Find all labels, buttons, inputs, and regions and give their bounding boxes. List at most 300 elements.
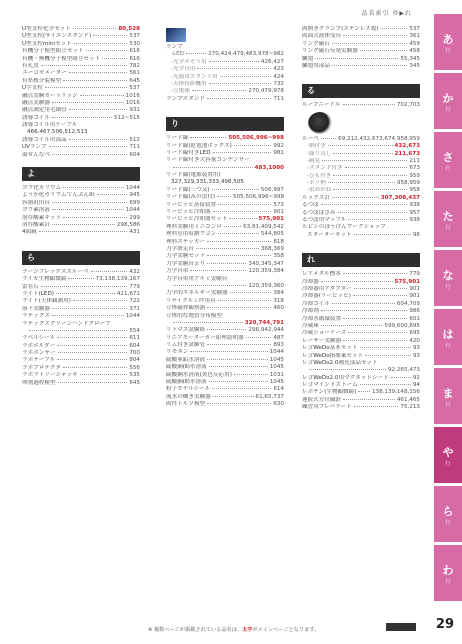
index-entry: [22, 144, 140, 151]
leader-dots: [353, 295, 407, 296]
entry-name: ルーペ: [302, 135, 319, 142]
entry-page: 1045: [269, 379, 284, 386]
entry-page: 804: [129, 357, 140, 364]
leader-dots: [29, 330, 127, 331]
entry-page: 575,901: [258, 216, 284, 223]
entry-page: 75,213: [400, 404, 420, 411]
index-entry: [302, 279, 420, 286]
entry-name: 有機・無機分子模型組立セット: [22, 55, 101, 62]
section-heading: れ: [302, 253, 420, 267]
entry-name: ランプ: [166, 44, 183, 50]
leader-dots: [343, 399, 395, 400]
leader-dots: [230, 292, 272, 293]
entry-name: 有糸核分裂模型: [22, 77, 62, 84]
index-entry: [302, 404, 420, 411]
entry-name: 融点測定用毛細管: [22, 107, 67, 114]
leader-dots: [52, 117, 112, 118]
entry-name: リード線(みの虫付): [166, 194, 216, 201]
index-entry: [22, 321, 140, 328]
entry-name: 立体磁界観察器: [166, 305, 206, 312]
entry-page: 711: [129, 144, 140, 151]
index-entry: [166, 202, 284, 209]
entry-page: 92,265,473: [387, 367, 420, 374]
entry-name: U型支柱(サイエンスタンド): [22, 33, 92, 40]
entry-page: 361: [409, 33, 420, 40]
entry-name: リモネン: [166, 349, 189, 356]
entry-page: 818: [273, 238, 284, 245]
leader-dots: [321, 325, 383, 326]
entry-page: 1044: [269, 349, 284, 356]
entry-name: -天体投影機用: [171, 80, 207, 87]
leader-dots: [358, 391, 370, 392]
entry-name: 466,467,506,512,513: [27, 129, 88, 136]
entry-name: 連続式方位磁針: [302, 396, 342, 403]
leader-dots: [321, 281, 393, 282]
entry-name: リービッヒ冷却器: [166, 209, 211, 216]
entry-page: 426,427: [260, 58, 284, 65]
entry-page: 779: [409, 271, 420, 278]
entry-name: 冷却水循環装置: [302, 315, 342, 322]
entry-name: -虫めがね: [307, 187, 332, 194]
leader-dots: [97, 194, 128, 195]
entry-page: 645: [129, 77, 140, 84]
entry-page: 120,359,360: [248, 282, 284, 289]
leader-dots: [207, 344, 271, 345]
leader-dots: [192, 90, 247, 91]
index-entry: [22, 207, 140, 214]
index-entry: [166, 135, 284, 142]
kana-tab-7[interactable]: [434, 368, 462, 424]
index-entry: [302, 338, 420, 345]
entry-page: 695: [409, 330, 420, 337]
section-heading: よ: [22, 167, 140, 181]
entry-page: 318: [273, 297, 284, 304]
entry-page: 992: [273, 142, 284, 149]
entry-name: レゴWeDo基本セット: [302, 345, 358, 352]
index-entry: [22, 222, 140, 229]
kana-tab-label: 行: [445, 224, 451, 231]
leader-dots: [333, 175, 407, 176]
kana-tab-char: ま: [442, 386, 454, 400]
entry-name: 冷却器用アダプター: [302, 285, 352, 292]
index-entry: [22, 100, 140, 107]
entry-page: 211,673: [394, 150, 420, 157]
index-entry: [302, 217, 420, 224]
index-entry: [22, 343, 140, 350]
index-entry: [22, 93, 140, 100]
index-entry: [22, 137, 140, 144]
kana-tab-char: や: [442, 445, 454, 459]
leader-dots: [321, 204, 408, 205]
entry-page: 73,138,139,167: [95, 276, 140, 283]
entry-name: U型支柱化学セット: [22, 26, 71, 32]
index-entry: [302, 360, 420, 367]
entry-page: 722: [129, 298, 140, 305]
leader-dots: [209, 366, 268, 367]
entry-page: 92: [412, 374, 420, 381]
entry-name: 硫酸亜鉛水溶液: [166, 356, 206, 363]
kana-tab-label: 行: [445, 460, 451, 467]
leader-dots: [39, 231, 128, 232]
index-entry: [302, 286, 420, 293]
entry-name: ラージフレックススルーペ: [22, 268, 89, 275]
entry-name: リサイクル工作用具: [166, 297, 216, 304]
entry-page: 421,671: [116, 290, 140, 297]
entry-name: ランプスタンド: [166, 95, 205, 102]
entry-name: U型支柱miniセット: [22, 40, 72, 47]
entry-name: 落下実験器: [22, 305, 50, 312]
leader-dots: [207, 403, 271, 404]
entry-name: 卵割過程模型: [22, 379, 56, 386]
index-entry: [166, 394, 284, 401]
entry-page: 1016: [125, 99, 140, 106]
leader-dots: [234, 374, 268, 375]
section-heading: り: [166, 117, 284, 131]
entry-page: 616: [129, 48, 140, 55]
index-entry: [22, 284, 140, 291]
leader-dots: [63, 80, 127, 81]
entry-name: UVランプ: [22, 144, 47, 151]
index-entry: [166, 88, 284, 95]
leader-dots: [365, 355, 411, 356]
kana-tab-char: か: [442, 91, 454, 105]
entry-name: 誘導コイル: [22, 114, 50, 121]
entry-page: 505,506,996~998: [233, 194, 284, 201]
index-entry: [166, 349, 284, 356]
entry-name: 力学滑走台: [166, 245, 194, 252]
index-entry: [302, 293, 420, 300]
index-entry: [166, 276, 284, 283]
entry-page: 432,673: [394, 143, 420, 150]
index-entry: [22, 70, 140, 77]
entry-page: 458: [409, 48, 420, 55]
kana-tab-6[interactable]: [434, 309, 462, 365]
entry-name: 硫酸銅(Ⅱ)水溶液: [166, 379, 207, 386]
section-heading: ら: [22, 251, 140, 265]
entry-name: 冷蔵ショーケース: [302, 330, 347, 337]
index-entry: [22, 229, 140, 236]
footer-note-text: ※ 複数ページが掲載されている品名は、: [148, 627, 243, 633]
entry-page: 537: [129, 33, 140, 40]
entry-name: 力学実験セット: [166, 253, 206, 260]
leader-dots: [173, 322, 243, 323]
index-entry: [166, 165, 284, 172]
leader-dots: [333, 189, 407, 190]
leader-dots: [91, 271, 128, 272]
page-number: 29: [435, 617, 454, 632]
leader-dots: [102, 58, 127, 59]
entry-page: 1044: [125, 313, 140, 320]
entry-name: 鱗翅: [302, 55, 314, 62]
leader-dots: [220, 76, 272, 77]
leader-dots: [52, 209, 124, 210]
index-entry: [166, 194, 284, 201]
leader-dots: [68, 278, 93, 279]
entry-page: 296,942,944: [248, 327, 284, 334]
entry-name: るつぼ用マッフル: [302, 217, 347, 224]
index-entry: [22, 306, 140, 313]
index-entry: [22, 48, 140, 55]
leader-dots: [229, 218, 256, 219]
entry-name: ライト(LED): [22, 290, 54, 297]
entry-page: 702,703: [396, 102, 420, 109]
entry-name: レゴWeDo2.0用マグネットシート: [302, 374, 389, 381]
kana-tab-label: 行: [445, 342, 451, 349]
index-entry: [166, 283, 284, 290]
leader-dots: [343, 340, 407, 341]
leader-dots: [63, 367, 127, 368]
index-entry: [302, 56, 420, 63]
index-entry: [166, 231, 284, 238]
index-entry: [302, 397, 420, 404]
leader-dots: [63, 217, 127, 218]
kana-tab-char: た: [442, 209, 454, 223]
leader-dots: [213, 396, 254, 397]
entry-page: 556: [129, 364, 140, 371]
entry-page: 530: [129, 40, 140, 47]
entry-page: 80,528: [118, 26, 140, 32]
entry-page: 1031: [269, 371, 284, 378]
kana-tab-4[interactable]: [434, 191, 462, 247]
leader-dots: [209, 83, 272, 84]
entry-page: 96: [412, 231, 420, 238]
entry-name: ラテックスグリーンハンドグローブ: [22, 320, 111, 327]
leader-dots: [52, 102, 124, 103]
index-entry: [22, 276, 140, 283]
spacer: [166, 103, 284, 109]
entry-page: 938: [409, 217, 420, 224]
entry-name: -ひも付き: [307, 172, 332, 179]
entry-page: 368,369: [260, 245, 284, 252]
entry-name: レゴWeDo2.0補充部品セット: [302, 359, 378, 366]
entry-page: 1045: [269, 364, 284, 371]
entry-page: 616: [129, 55, 140, 62]
index-entry: [302, 382, 420, 389]
index-entry: [302, 41, 420, 48]
leader-dots: [234, 145, 271, 146]
entry-name: ラボラトリージャッキ: [22, 372, 78, 379]
kana-tab-char: ら: [442, 504, 454, 518]
entry-name: 理科室用収納ワゴン: [166, 231, 217, 238]
index-entry: [302, 308, 420, 315]
entry-name: 4面鏡: [22, 229, 37, 236]
entry-page: 986: [409, 308, 420, 315]
leader-dots: [328, 145, 393, 146]
entry-name: ヨウ化カリウム: [22, 185, 62, 192]
kana-tab-1[interactable]: [434, 14, 462, 70]
entry-page: 938: [409, 202, 420, 209]
index-entry: [302, 271, 420, 278]
entry-page: 307,308,437: [380, 194, 420, 201]
leader-dots: [332, 197, 379, 198]
entry-name: 硫酸銅(Ⅱ)水溶液: [166, 364, 207, 371]
kana-index-tabs: [432, 0, 462, 608]
index-entry: [166, 357, 284, 364]
entry-page: 340,345,347: [248, 260, 284, 267]
index-entry: [166, 253, 284, 260]
entry-name: リービッヒ蒸留装置: [166, 201, 217, 208]
entry-name: リニアモーターカー原理説明器: [166, 334, 244, 341]
entry-page: 700: [129, 350, 140, 357]
index-entry: [302, 151, 420, 158]
entry-name: レーザー実験器: [302, 337, 342, 344]
entry-page: 358: [273, 253, 284, 260]
entry-name: 鱗翅用部品: [302, 62, 330, 69]
entry-page: 320,744,791: [244, 319, 284, 326]
leader-dots: [348, 332, 407, 333]
index-entry: [166, 313, 284, 320]
entry-page: 487: [273, 334, 284, 341]
entry-name: -光学台用: [171, 66, 196, 73]
lamp-title: [166, 44, 284, 51]
entry-name: レボチン(生物顕微鏡): [302, 389, 357, 396]
index-entry: [302, 63, 420, 70]
kana-tab-label: 行: [445, 283, 451, 290]
entry-name: 湯せんなべ: [22, 151, 50, 158]
leader-dots: [321, 310, 408, 311]
spacer: [302, 239, 420, 245]
index-entry: [302, 210, 420, 217]
entry-page: 958,959: [396, 180, 420, 187]
leader-dots: [58, 382, 128, 383]
leader-dots: [73, 28, 117, 29]
entry-name: 冷却剤: [302, 308, 319, 315]
index-entry: [22, 357, 140, 364]
index-entry: [302, 48, 420, 55]
kana-tab-8[interactable]: [434, 427, 462, 483]
index-entry: [166, 172, 284, 179]
entry-page: 958: [409, 187, 420, 194]
entry-page: 601: [409, 315, 420, 322]
leader-dots: [354, 406, 399, 407]
index-entry: [166, 209, 284, 216]
leader-dots: [207, 307, 271, 308]
entry-name: 力学台車用アルミ実験台: [166, 275, 228, 282]
footer-note: [148, 626, 319, 633]
entry-page: 61,65,737: [255, 393, 284, 400]
entry-page: 1016: [125, 92, 140, 99]
entry-name: 両開きクランプ(ステンレス製): [302, 26, 379, 32]
index-entry: [22, 365, 140, 372]
entry-page: 931: [129, 107, 140, 114]
entry-page: 901: [409, 285, 420, 292]
leader-dots: [338, 212, 408, 213]
leader-dots: [343, 318, 407, 319]
leader-dots: [207, 359, 268, 360]
entry-name: るつぼばさみ: [302, 209, 336, 216]
entry-page: 535: [129, 372, 140, 379]
index-entry: [22, 26, 140, 33]
entry-name: -ポリ柄: [307, 180, 326, 187]
entry-name: 力学実験台ぉり: [166, 260, 206, 267]
leader-dots: [41, 65, 128, 66]
entry-name: 327,329,331,333,498,505: [171, 179, 244, 186]
index-entry: [22, 152, 140, 159]
kana-tab-2[interactable]: [434, 73, 462, 129]
index-entry: [166, 157, 284, 164]
entry-name: 有孔虫: [22, 62, 39, 69]
index-entry: [22, 85, 140, 92]
leader-dots: [343, 35, 407, 36]
entry-page: 957: [409, 209, 420, 216]
entry-name: ユーゴオメーター: [22, 70, 67, 77]
entry-page: 420: [409, 337, 420, 344]
page-header-title: 品名索引 ゆ▶れ: [361, 10, 412, 17]
index-entry: [22, 129, 140, 136]
index-entry: [22, 122, 140, 129]
entry-name: -LED: [171, 51, 184, 58]
entry-name: リード線(電源装置用): [166, 172, 221, 179]
leader-dots: [56, 293, 115, 294]
leader-dots: [80, 95, 124, 96]
leader-dots: [93, 35, 127, 36]
entry-page: 575,901: [394, 278, 420, 285]
entry-page: 63,81,409,542: [243, 223, 284, 230]
entry-page: 424: [273, 73, 284, 80]
index-entry: [302, 195, 420, 202]
entry-name: 冷却器: [302, 278, 319, 285]
entry-page: 461,465: [396, 396, 420, 403]
index-entry: [22, 372, 140, 379]
leader-dots: [218, 300, 272, 301]
leader-dots: [52, 202, 127, 203]
index-entry: [302, 26, 420, 33]
leader-dots: [309, 369, 386, 370]
entry-page: 782: [129, 62, 140, 69]
entry-name: リード線付き大容量コンデンサー: [166, 157, 250, 164]
index-entry: [302, 316, 420, 323]
kana-tab-3[interactable]: [434, 132, 462, 188]
leader-dots: [57, 345, 127, 346]
publisher-logo: [386, 623, 416, 631]
index-entry: [302, 173, 420, 180]
index-entry: [302, 102, 420, 109]
leader-dots: [213, 152, 272, 153]
entry-name: リム付き試験管: [166, 342, 206, 349]
kana-tab-char: な: [442, 268, 454, 282]
index-entry: [166, 268, 284, 275]
index-entry: [166, 187, 284, 194]
leader-dots: [218, 233, 259, 234]
kana-tab-label: 行: [445, 165, 451, 172]
kana-tab-5[interactable]: [434, 250, 462, 306]
entry-page: 1045: [269, 356, 284, 363]
entry-page: 459: [409, 40, 420, 47]
leader-dots: [328, 182, 395, 183]
entry-page: 554: [129, 327, 140, 334]
leader-dots: [332, 65, 407, 66]
kana-tab-char: さ: [442, 150, 454, 164]
entry-page: 732: [273, 80, 284, 87]
entry-page: 945: [129, 192, 140, 199]
entry-name: 両性トルソ模型: [166, 401, 206, 408]
index-entry: [302, 143, 420, 150]
leader-dots: [41, 286, 128, 287]
leader-dots: [49, 146, 128, 147]
leader-dots: [343, 273, 407, 274]
spacer: [22, 237, 140, 243]
kana-tab-10[interactable]: [434, 545, 462, 601]
leader-dots: [322, 160, 407, 161]
entry-name: ループニードル: [302, 102, 341, 109]
index-entry: [166, 224, 284, 231]
kana-tab-char: わ: [442, 563, 454, 577]
entry-name: 両面式液体受台: [302, 33, 342, 40]
leader-dots: [80, 374, 128, 375]
kana-tab-9[interactable]: [434, 486, 462, 542]
entry-name: 融点実験カートリッジ: [22, 92, 78, 99]
entry-page: 893: [273, 342, 284, 349]
